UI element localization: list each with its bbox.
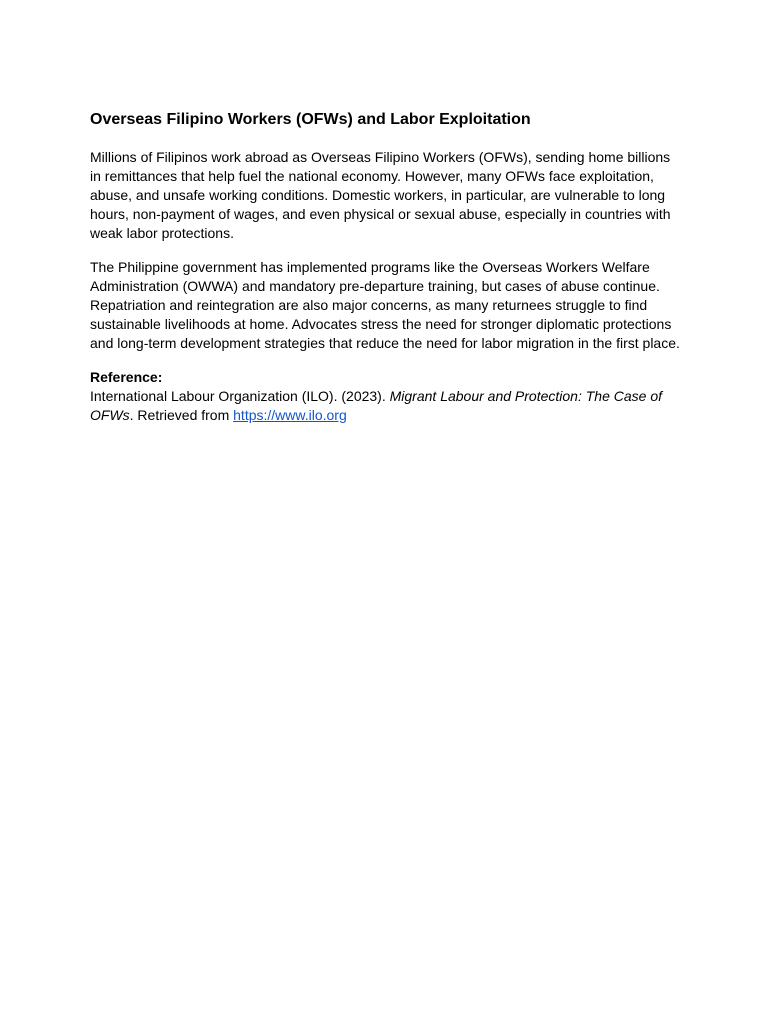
- reference-citation: [90, 387, 682, 425]
- document-title: Overseas Filipino Workers (OFWs) and Labor Exploitation: [90, 111, 531, 128]
- reference-section: [90, 368, 682, 425]
- reference-link[interactable]: https://www.ilo.org: [233, 407, 347, 423]
- reference-author-date: International Labour Organization (ILO). (2023).: [90, 388, 390, 404]
- paragraph-government-programs: The Philippine government has implemented programs like the Overseas Workers Welfare Administration (OWWA) and mandatory pre-departure training, but cases of abuse continue. Repatriation and reintegration are also major concerns, as many returnees struggle to find sustainable livelihoods at home. Advocates stress the need for stronger diplomatic protections and long-term development strategies that reduce the need for labor migration in the first place.: [90, 259, 680, 351]
- paragraph-remittances: Millions of Filipinos work abroad as Overseas Filipino Workers (OFWs), sending home billions in remittances that help fuel the national economy. However, many OFWs face exploitation, abuse, and unsafe working conditions. Domestic workers, in particular, are vulnerable to long hours, non-payment of wages, and even physical or sexual abuse, especially in countries with weak labor protections.: [90, 149, 671, 241]
- reference-heading: Reference:: [90, 369, 163, 385]
- reference-retrieved-text: . Retrieved from: [129, 407, 234, 423]
- document-page: [90, 110, 682, 425]
- reference-work-title: Migrant Labour and Protection: The Case of OFWs: [90, 388, 663, 423]
